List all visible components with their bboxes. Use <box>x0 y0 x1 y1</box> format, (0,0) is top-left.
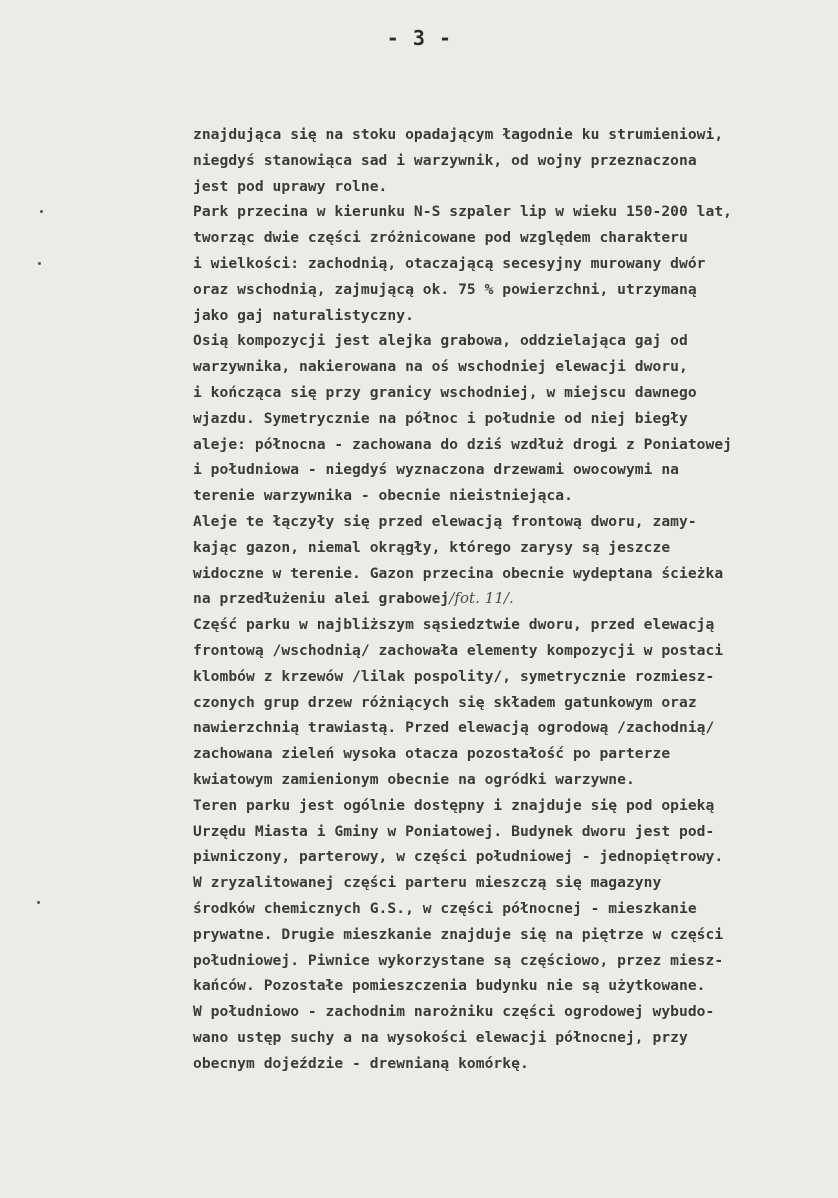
text-line: i wielkości: zachodnią, otaczającą secesyjny murowany dwór <box>193 254 706 272</box>
text-line: czonych grup drzew różniących się składem gatunkowym oraz <box>193 693 697 711</box>
text-line: W zryzalitowanej części parteru mieszczą się magazyny <box>193 874 662 892</box>
text-line: Część parku w najbliższym sąsiedztwie dworu, przed elewacją <box>193 616 715 634</box>
text-line: Urzędu Miasta i Gminy w Poniatowej. Budynek dworu jest pod- <box>193 822 715 840</box>
text-line: widoczne w terenie. Gazon przecina obecnie wydeptana ścieżka <box>193 564 724 582</box>
text-line: i południowa - niegdyś wyznaczona drzewami owocowymi na <box>193 461 679 479</box>
handwritten-note: /fot. 11/. <box>449 589 514 608</box>
text-line: i kończąca się przy granicy wschodniej, w miejscu dawnego <box>193 383 697 401</box>
text-line: niegdyś stanowiąca sad i warzywnik, od wojny przeznaczona <box>193 151 697 169</box>
margin-mark <box>40 210 43 213</box>
text-line: piwniczony, parterowy, w części południowej - jednopiętrowy. <box>193 848 724 866</box>
text-line: klombów z krzewów /lilak pospolity/, symetrycznie rozmiesz- <box>193 667 715 685</box>
text-line: oraz wschodnią, zajmującą ok. 75 % powierzchni, utrzymaną <box>193 280 697 298</box>
text-line: kwiatowym zamienionym obecnie na ogródki warzywne. <box>193 770 635 788</box>
margin-mark <box>38 262 41 265</box>
text-line: jest pod uprawy rolne. <box>193 177 388 195</box>
text-line: znajdująca się na stoku opadającym łagodnie ku strumieniowi, <box>193 126 724 143</box>
text-line: obecnym dojeździe - drewnianą komórkę. <box>193 1054 529 1072</box>
body-text <box>193 122 833 1076</box>
text-line: aleje: północna - zachowana do dziś wzdłuż drogi z Poniatowej <box>193 435 733 453</box>
text-line: wano ustęp suchy a na wysokości elewacji północnej, przy <box>193 1028 688 1046</box>
text-fragment: na przedłużeniu alei grabowej <box>193 590 450 608</box>
margin-mark <box>37 901 40 904</box>
text-line: kając gazon, niemal okrągły, którego zarysy są jeszcze <box>193 538 671 556</box>
text-line: terenie warzywnika - obecnie nieistniejąca. <box>193 487 573 505</box>
text-line: jako gaj naturalistyczny. <box>193 306 414 324</box>
text-line: Osią kompozycji jest alejka grabowa, oddzielająca gaj od <box>193 332 688 350</box>
text-line: W południowo - zachodnim narożniku części ogrodowej wybudo- <box>193 1003 715 1021</box>
text-line: południowej. Piwnice wykorzystane są częściowo, przez miesz- <box>193 951 724 969</box>
text-line-with-note <box>193 586 833 612</box>
text-line: nawierzchnią trawiastą. Przed elewacją ogrodową /zachodnią/ <box>193 719 715 737</box>
text-line: frontową /wschodnią/ zachowała elementy kompozycji w postaci <box>193 641 724 659</box>
text-line: wjazdu. Symetrycznie na północ i południe od niej biegły <box>193 409 688 427</box>
text-line: Teren parku jest ogólnie dostępny i znajduje się pod opieką <box>193 796 715 814</box>
text-line: prywatne. Drugie mieszkanie znajduje się na piętrze w części <box>193 925 724 943</box>
text-line: zachowana zieleń wysoka otacza pozostałość po parterze <box>193 745 671 763</box>
text-line: środków chemicznych G.S., w części północnej - mieszkanie <box>193 899 697 917</box>
text-line: kańców. Pozostałe pomieszczenia budynku nie są użytkowane. <box>193 977 706 995</box>
page-number: - 3 - <box>386 26 452 50</box>
text-line: Park przecina w kierunku N-S szpaler lip w wieku 150-200 lat, <box>193 203 733 221</box>
text-line: warzywnika, nakierowana na oś wschodniej elewacji dworu, <box>193 358 688 376</box>
text-line: tworząc dwie części zróżnicowane pod względem charakteru <box>193 229 688 247</box>
text-line: Aleje te łączyły się przed elewacją frontową dworu, zamy- <box>193 512 697 530</box>
